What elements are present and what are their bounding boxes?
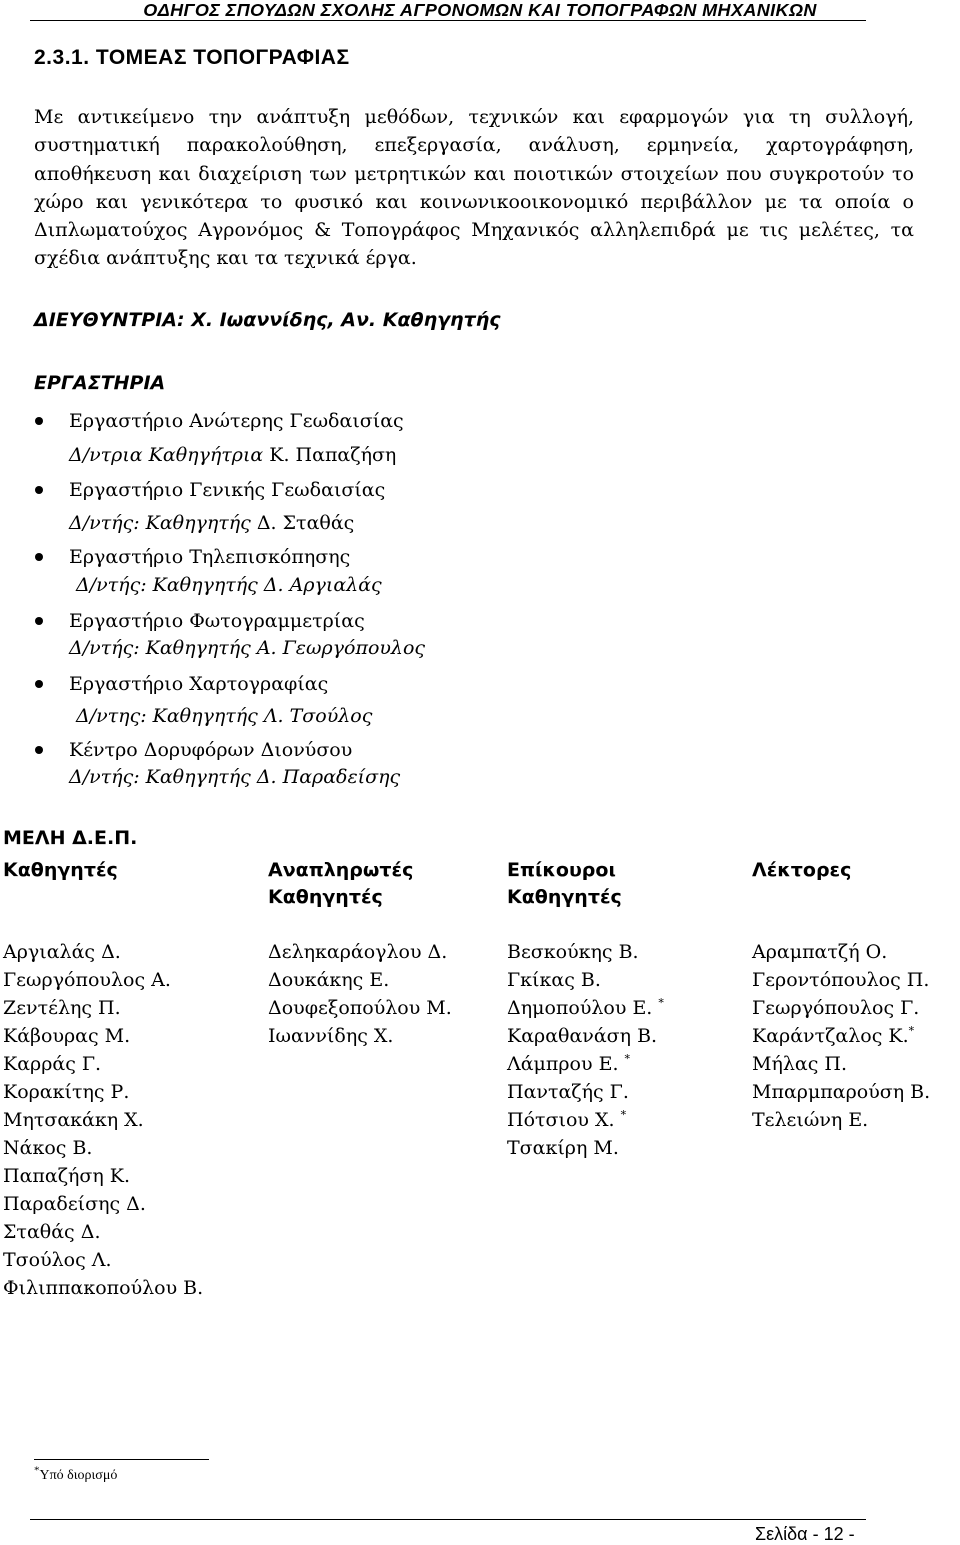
member-name: Τελειώνη Ε. [752, 1109, 869, 1131]
header-rule [30, 20, 866, 21]
lab-head: Δ/ντης: Καθηγητής Λ. Τσούλος [76, 705, 373, 727]
member-name: Κορακίτης Ρ. [3, 1081, 130, 1103]
lab-head: Δ/ντής: Καθηγητής Δ. Παραδείσης [69, 766, 401, 788]
member-name: Γεωργόπουλος Α. [3, 969, 171, 991]
member-name: Νάκος Β. [3, 1137, 93, 1159]
lab-head: Δ/ντής: Καθηγητής Δ. Αργιαλάς [76, 574, 382, 596]
member-name: Καράντζαλος Κ.* [752, 1024, 915, 1047]
bullet-icon [35, 617, 43, 625]
member-name: Μητσακάκη Χ. [3, 1109, 144, 1131]
bullet-icon [35, 553, 43, 561]
member-name: Μπαρμπαρούση Β. [752, 1081, 931, 1103]
lab-name: Εργαστήριο Φωτογραμμετρίας [69, 610, 365, 632]
member-name: Παπαζήση Κ. [3, 1165, 131, 1187]
member-name: Γεροντόπουλος Π. [752, 969, 930, 991]
member-name: Αργιαλάς Δ. [3, 941, 121, 963]
lab-name: Κέντρο Δορυφόρων Διονύσου [69, 739, 353, 761]
column-header-assistant-professors: Επίκουροι Καθηγητές [507, 859, 622, 908]
member-name: Αραμπατζή Ο. [752, 941, 888, 963]
member-name: Ιωαννίδης Χ. [268, 1025, 394, 1047]
appointment-pending-mark: * [624, 1052, 631, 1066]
member-name: Δουκάκης Ε. [268, 969, 390, 991]
footnote: *Υπό διορισμό [34, 1464, 118, 1483]
member-name: Κάβουρας Μ. [3, 1025, 131, 1047]
labs-title: ΕΡΓΑΣΤΗΡΙΑ [34, 372, 166, 394]
document-header: ΟΔΗΓΟΣ ΣΠΟΥΔΩΝ ΣΧΟΛΗΣ ΑΓΡΟΝΟΜΩΝ ΚΑΙ ΤΟΠΟΓΡΑΦΩΝ ΜΗΧΑΝΙΚΩΝ [143, 0, 817, 20]
assistant-professors-list [507, 938, 664, 1162]
lecturers-list [752, 938, 930, 1134]
associate-professors-list [268, 938, 452, 1050]
member-name: Δεληκαράογλου Δ. [268, 941, 448, 963]
member-name: Γεωργόπουλος Γ. [752, 997, 920, 1019]
intro-paragraph: Με αντικείμενο την ανάπτυξη μεθόδων, τεχνικών και εφαρμογών για τη συλλογή, συστηματική παρακολούθηση, επεξεργασία, ανάλυση, ερμηνεία, χαρτογράφηση, αποθήκευση και διαχείριση των μετρητικών και ποιοτικών στοιχείων που συγκροτούν το χώρο και γενικότερα το φυσικό και κοινωνικοοικονομικό περιβάλλον με τα οποία ο Διπλωματούχος Αγρονόμος & Τοπογράφος Μηχανικός αλληλεπιδρά με τις μελέτες, τα σχέδια ανάπτυξης και τα τεχνικά έργα. [34, 106, 914, 270]
member-name: Παραδείσης Δ. [3, 1193, 146, 1215]
appointment-pending-mark: * [658, 996, 664, 1010]
appointment-pending-mark: * [908, 1024, 915, 1038]
lab-head: Δ/ντρια Καθηγήτρια Κ. Παπαζήση [69, 444, 397, 466]
member-name: Μήλας Π. [752, 1053, 847, 1075]
member-name: Σταθάς Δ. [3, 1221, 101, 1243]
appointment-pending-mark: * [620, 1108, 627, 1122]
member-name: Βεσκούκης Β. [507, 941, 639, 963]
member-name: Καρράς Γ. [3, 1053, 102, 1075]
bullet-icon [35, 417, 43, 425]
lab-head: Δ/ντής: Καθηγητής Δ. Σταθάς [69, 512, 355, 534]
professors-list [3, 938, 203, 1302]
column-header-lecturers: Λέκτορες [752, 859, 852, 881]
member-name: Λάμπρου Ε. * [507, 1052, 631, 1075]
page-number: Σελίδα - 12 - [755, 1524, 855, 1544]
member-name: Ζεντέλης Π. [3, 997, 121, 1019]
lab-name: Εργαστήριο Ανώτερης Γεωδαισίας [69, 410, 404, 432]
member-name: Γκίκας Β. [507, 969, 601, 991]
lab-head: Δ/ντής: Καθηγητής Α. Γεωργόπουλος [69, 637, 426, 659]
footnote-rule [34, 1459, 209, 1460]
member-name: Τσούλος Λ. [3, 1249, 112, 1271]
column-header-professors: Καθηγητές [3, 859, 118, 881]
member-name: Δουφεξοπούλου Μ. [268, 997, 452, 1019]
member-name: Πανταζής Γ. [507, 1081, 629, 1103]
bullet-icon [35, 486, 43, 494]
member-name: Δημοπούλου Ε. * [507, 996, 664, 1019]
bullet-icon [35, 746, 43, 754]
member-name: Πότσιου Χ. * [507, 1108, 627, 1131]
member-name: Καραθανάση Β. [507, 1025, 658, 1047]
member-name: Φιλιππακοπούλου Β. [3, 1277, 204, 1299]
footer-rule [30, 1519, 866, 1520]
lab-name: Εργαστήριο Γενικής Γεωδαισίας [69, 479, 386, 501]
column-header-associate-professors: Αναπληρωτές Καθηγητές [268, 859, 414, 908]
bullet-icon [35, 680, 43, 688]
section-title: 2.3.1. ΤΟΜΕΑΣ ΤΟΠΟΓΡΑΦΙΑΣ [34, 46, 350, 69]
member-name: Τσακίρη Μ. [507, 1137, 619, 1159]
lab-name: Εργαστήριο Χαρτογραφίας [69, 673, 329, 695]
lab-name: Εργαστήριο Τηλεπισκόπησης [69, 546, 351, 568]
director-line: ΔΙΕΥΘΥΝΤΡΙΑ: Χ. Ιωαννίδης, Αν. Καθηγητής [34, 309, 501, 331]
members-title: ΜΕΛΗ Δ.Ε.Π. [3, 827, 138, 849]
